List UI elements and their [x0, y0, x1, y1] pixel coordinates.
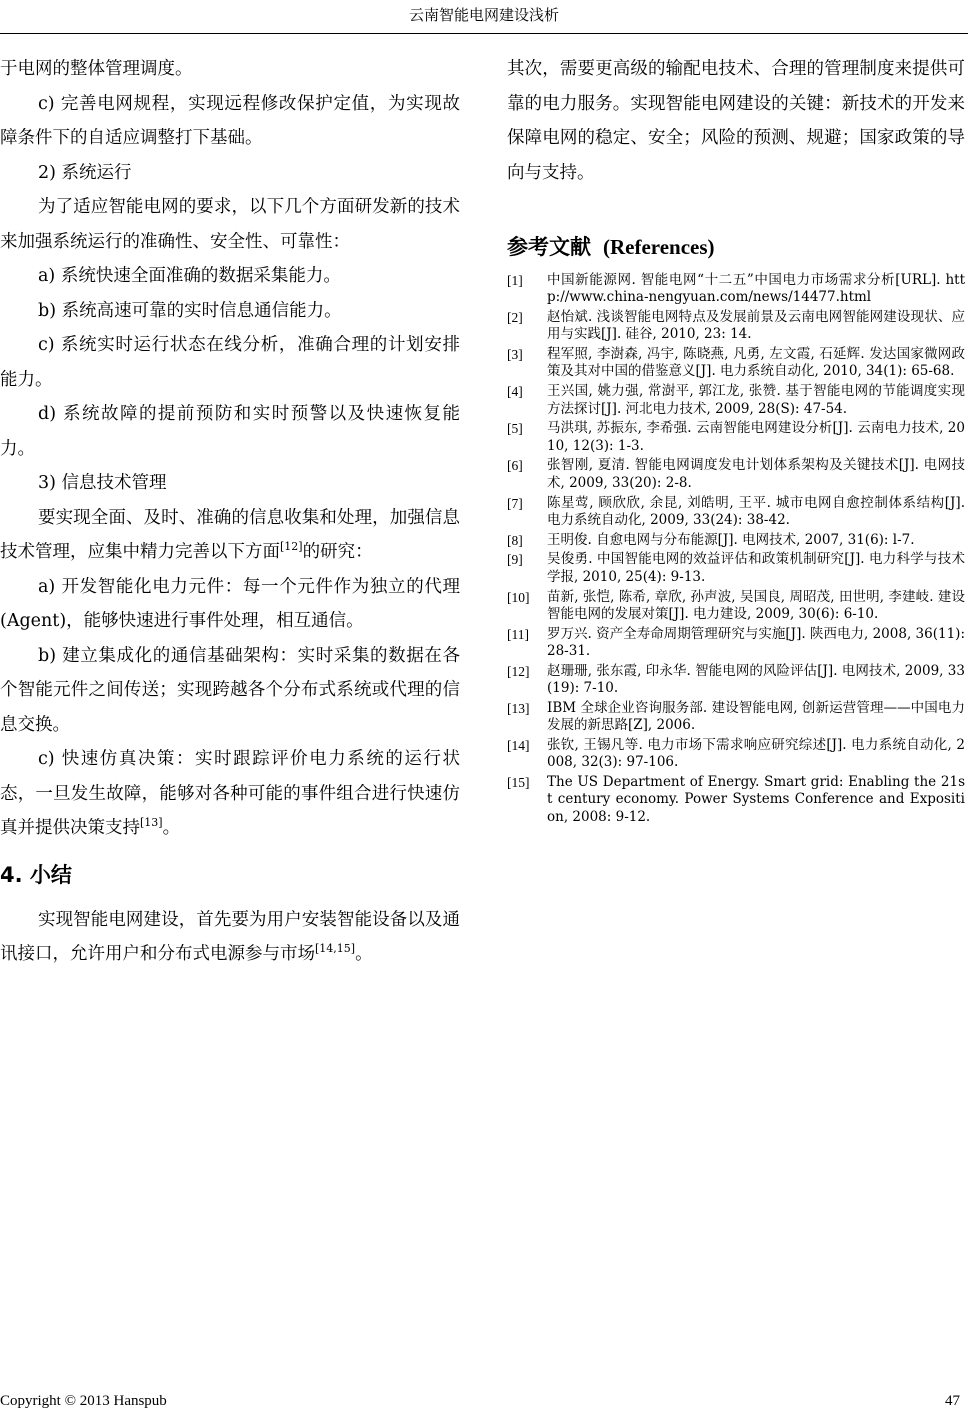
paragraph: 为了适应智能电网的要求，以下几个方面研发新的技术来加强系统运行的准确性、安全性、可靠性：: [0, 197, 460, 252]
reference-item: [507, 626, 965, 661]
reference-number: [11]: [507, 626, 529, 642]
list-item: c) 系统实时运行状态在线分析，准确合理的计划安排能力。: [0, 335, 460, 390]
reference-number: [2]: [507, 310, 523, 326]
paragraph: c) 完善电网规程，实现远程修改保护定值，为实现故障条件下的自适应调整打下基础。: [0, 93, 460, 148]
running-header: 云南智能电网建设浅析: [408, 6, 559, 24]
reference-item: [507, 383, 965, 418]
reference-text: 陈星莺, 顾欣欣, 余昆, 刘皓明, 王平. 城市电网自愈控制体系结构[J]. 电力系统自动化, 2009, 33(24): 38-42.: [547, 494, 965, 528]
reference-text: 马洪琪, 苏振东, 李希强. 云南智能电网建设分析[J]. 云南电力技术, 2010, 12(3): 1-3.: [547, 420, 965, 454]
reference-number: [7]: [507, 495, 523, 511]
reference-text: 王明俊. 自愈电网与分布能源[J]. 电网技术, 2007, 31(6): l-7.: [547, 531, 915, 548]
reference-number: [13]: [507, 700, 530, 716]
reference-item: [507, 346, 965, 381]
reference-item: [507, 589, 965, 624]
reference-number: [5]: [507, 421, 523, 437]
references-heading-cn: 参考文献: [507, 235, 591, 259]
references-heading-en: (References): [603, 235, 715, 259]
reference-number: [9]: [507, 552, 523, 568]
page-number: 47: [945, 1393, 960, 1409]
reference-number: [14]: [507, 737, 530, 753]
citation: [13]: [140, 816, 163, 830]
reference-item: [507, 272, 965, 307]
left-column: [0, 52, 460, 972]
reference-text: 中国新能源网. 智能电网“十二五”中国电力市场需求分析[URL]. http://www.china-nengyuan.com/news/14477.html: [547, 272, 965, 306]
footer-copyright: Copyright © 2013 Hanspub: [0, 1393, 167, 1409]
reference-text: 张钦, 王锡凡等. 电力市场下需求响应研究综述[J]. 电力系统自动化, 2008, 32(3): 97-106.: [547, 736, 965, 771]
reference-item: [507, 532, 965, 549]
list-item: a) 系统快速全面准确的数据采集能力。: [38, 266, 341, 286]
reference-text: 罗万兴. 资产全寿命周期管理研究与实施[J]. 陕西电力, 2008, 36(11): 28-31.: [547, 625, 965, 659]
paragraph-text: 。: [355, 944, 373, 964]
paragraph: 于电网的整体管理调度。: [0, 59, 193, 79]
reference-text: 赵怡斌. 浅谈智能电网特点及发展前景及云南电网智能网建设现状、应用与实践[J]. 硅谷, 2010, 23: 14.: [547, 309, 965, 343]
reference-number: [15]: [507, 775, 530, 791]
right-column: [507, 52, 965, 828]
reference-item: [507, 309, 965, 344]
reference-list: [507, 272, 965, 826]
paragraph: [0, 501, 460, 570]
citation: [14,15]: [315, 942, 356, 956]
reference-number: [3]: [507, 347, 523, 363]
subsection-label: 3) 信息技术管理: [38, 473, 167, 493]
paragraph-text: 的研究：: [302, 542, 373, 562]
reference-item: [507, 457, 965, 492]
reference-number: [8]: [507, 532, 523, 548]
reference-text: 程军照, 李澍森, 冯宇, 陈晓燕, 凡勇, 左文霞, 石延辉. 发达国家微网政策及其对中国的借鉴意义[J]. 电力系统自动化, 2010, 34(1): 65-68.: [547, 346, 965, 380]
reference-text: 吴俊勇. 中国智能电网的效益评估和政策机制研究[J]. 电力科学与技术学报, 2010, 25(4): 9-13.: [547, 551, 965, 585]
reference-item: [507, 663, 965, 698]
list-item: b) 系统高速可靠的实时信息通信能力。: [38, 300, 342, 321]
reference-text: 苗新, 张恺, 陈希, 章欣, 孙声波, 吴国良, 周昭茂, 田世明, 李建岐. 建设智能电网的发展对策[J]. 电力建设, 2009, 30(6): 6-10.: [547, 588, 965, 622]
list-item: d) 系统故障的提前预防和实时预警以及快速恢复能力。: [0, 404, 460, 459]
paragraph-text: c) 快速仿真决策：实时跟踪评价电力系统的运行状态，一旦发生故障，能够对各种可能的事件组合进行快速仿真并提供决策支持: [0, 749, 460, 838]
header-rule: [0, 33, 968, 34]
section-heading: 4. 小结: [0, 862, 72, 887]
reference-number: [12]: [507, 663, 530, 679]
reference-item: [507, 551, 965, 586]
reference-item: [507, 420, 965, 455]
list-item: b) 建立集成化的通信基础架构：实时采集的数据在各个智能元件之间传送；实现跨越各个分布式系统或代理的信息交换。: [0, 645, 460, 735]
subsection-label: 2) 系统运行: [38, 162, 132, 183]
paragraph-text: 。: [162, 818, 181, 838]
paragraph: 其次，需要更高级的输配电技术、合理的管理制度来提供可靠的电力服务。实现智能电网建设的关键：新技术的开发来保障电网的稳定、安全；风险的预测、规避；国家政策的导向与支持。: [507, 59, 965, 183]
reference-number: [1]: [507, 273, 523, 288]
reference-number: [4]: [507, 384, 523, 400]
citation: [12]: [280, 540, 303, 554]
reference-item: [507, 737, 965, 772]
reference-item: [507, 495, 965, 530]
list-item: a) 开发智能化电力元件：每一个元件作为独立的代理(Agent)，能够快速进行事件处理，相互通信。: [0, 576, 460, 631]
paragraph-text: 实现智能电网建设，首先要为用户安装智能设备以及通讯接口，允许用户和分布式电源参与市场: [0, 909, 460, 964]
paragraph-text: 要实现全面、及时、准确的信息收集和处理，加强信息技术管理，应集中精力完善以下方面: [0, 507, 460, 562]
reference-text: 王兴国, 姚力强, 常澍平, 郭江龙, 张赞. 基于智能电网的节能调度实现方法探讨[J]. 河北电力技术, 2009, 28(S): 47-54.: [547, 383, 965, 417]
reference-number: [6]: [507, 458, 523, 474]
reference-text: 张智刚, 夏清. 智能电网调度发电计划体系架构及关键技术[J]. 电网技术, 2009, 33(20): 2-8.: [547, 457, 965, 491]
references-heading: [507, 232, 965, 262]
reference-number: [10]: [507, 589, 530, 605]
reference-text: 赵珊珊, 张东霞, 印永华. 智能电网的风险评估[J]. 电网技术, 2009, 33(19): 7-10.: [547, 662, 965, 697]
reference-item: [507, 774, 965, 826]
list-item: [0, 742, 460, 846]
reference-item: [507, 700, 965, 735]
reference-text: The US Department of Energy. Smart grid: Enabling the 21st century economy. Power Systems Conference and Exposition, 2008: 9-12.: [547, 774, 965, 825]
reference-text: IBM 全球企业咨询服务部. 建设智能电网, 创新运营管理——中国电力发展的新思路[Z], 2006.: [547, 699, 965, 734]
paragraph: [0, 903, 460, 972]
